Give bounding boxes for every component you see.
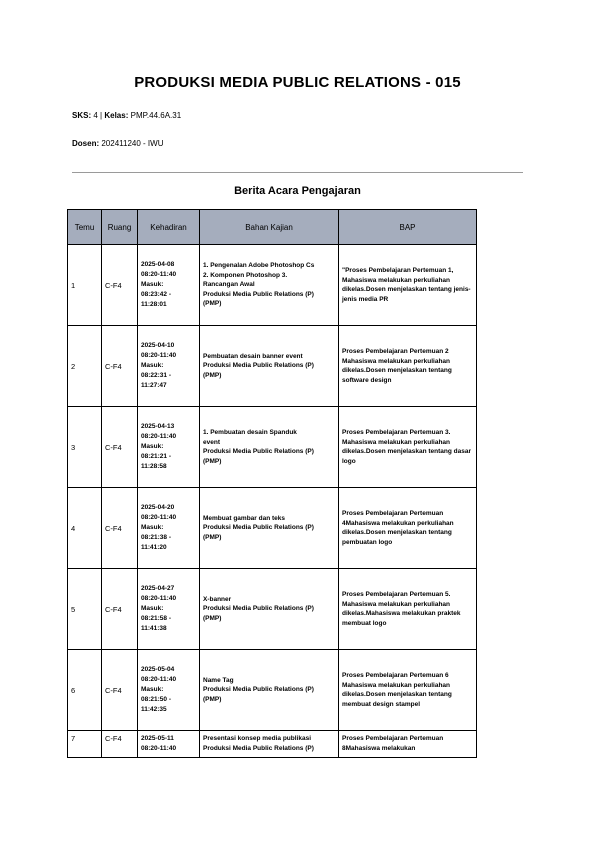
bahan-line: 1. Pembuatan desain Spanduk — [203, 429, 297, 436]
cell-temu: 5 — [68, 569, 102, 650]
kehadiran-line: 11:28:58 — [141, 463, 167, 470]
cell-kehadiran — [138, 650, 200, 731]
sks-value: 4 — [93, 111, 98, 120]
cell-bap — [339, 488, 477, 569]
kehadiran-line: 2025-05-04 — [141, 666, 175, 673]
divider — [72, 172, 523, 173]
kehadiran-line: 08:20-11:40 — [141, 595, 177, 602]
kehadiran-line: 08:20-11:40 — [141, 433, 177, 440]
bap-text: Proses Pembelajaran Pertemuan 4Mahasiswa melakukan perkuliahan dikelas.Dosen menjelaskan tentang pembuatan logo — [342, 510, 454, 546]
kehadiran-line: Masuk: — [141, 686, 164, 693]
header-bahan-kajian: Bahan Kajian — [200, 210, 339, 245]
kehadiran-line: Masuk: — [141, 605, 164, 612]
cell-ruang: C-F4 — [102, 569, 138, 650]
bap-text: Proses Pembelajaran Pertemuan 6 Mahasiswa melakukan perkuliahan dikelas.Dosen menjelaskan tentang membuat design stampel — [342, 672, 452, 708]
dosen-label: Dosen: — [72, 139, 100, 148]
kehadiran-line: 2025-04-20 — [141, 504, 175, 511]
cell-ruang: C-F4 — [102, 326, 138, 407]
table-body — [68, 245, 477, 758]
cell-bap — [339, 650, 477, 731]
kelas-label: Kelas: — [104, 111, 129, 120]
cell-kehadiran — [138, 407, 200, 488]
kelas-value: PMP.44.6A.31 — [130, 111, 182, 120]
kehadiran-line: 11:42:35 — [141, 706, 167, 713]
lecturer-meta — [72, 139, 163, 148]
table-row — [68, 569, 477, 650]
bahan-line: Produksi Media Public Relations (P) — [203, 448, 314, 455]
cell-temu: 6 — [68, 650, 102, 731]
cell-temu: 3 — [68, 407, 102, 488]
bahan-line: event — [203, 438, 220, 446]
kehadiran-line: 08:20-11:40 — [141, 352, 177, 359]
cell-ruang: C-F4 — [102, 488, 138, 569]
cell-temu: 7 — [68, 731, 102, 758]
cell-ruang: C-F4 — [102, 407, 138, 488]
cell-bahan-kajian — [200, 245, 339, 326]
bahan-line: (PMP) — [203, 457, 222, 465]
cell-temu: 1 — [68, 245, 102, 326]
table-row — [68, 488, 477, 569]
cell-ruang: C-F4 — [102, 650, 138, 731]
cell-bap — [339, 407, 477, 488]
bahan-line: Pembuatan desain banner event — [203, 352, 303, 360]
kehadiran-line: 08:21:50 - — [141, 696, 171, 703]
sks-label: SKS: — [72, 111, 92, 120]
bahan-line: (PMP) — [203, 371, 222, 379]
cell-bahan-kajian — [200, 650, 339, 731]
cell-bahan-kajian — [200, 731, 339, 758]
bahan-line: (PMP) — [203, 533, 222, 541]
bahan-line: Rancangan Awal — [203, 281, 255, 289]
kehadiran-line: 11:41:38 — [141, 625, 167, 632]
kehadiran-line: Masuk: — [141, 443, 164, 450]
table-row — [68, 407, 477, 488]
bahan-line: Produksi Media Public Relations (P) — [203, 686, 314, 694]
bap-text: Proses Pembelajaran Pertemuan 5. Mahasiswa melakukan perkuliahan dikelas.Mahasiswa melakukan praktek membuat logo — [342, 591, 461, 627]
kehadiran-line: 2025-04-10 — [141, 342, 175, 349]
kehadiran-line: Masuk: — [141, 524, 164, 531]
kehadiran-line: 2025-04-08 — [141, 261, 175, 268]
bap-table — [67, 209, 477, 758]
course-title: PRODUKSI MEDIA PUBLIC RELATIONS - 015 — [134, 74, 461, 91]
dosen-value: 202411240 - IWU — [101, 139, 164, 148]
header-ruang: Ruang — [102, 210, 138, 245]
cell-bap — [339, 245, 477, 326]
bahan-line: Name Tag — [203, 676, 234, 684]
header-bap: BAP — [339, 210, 477, 245]
table-row — [68, 731, 477, 758]
cell-kehadiran — [138, 488, 200, 569]
kehadiran-line: 08:20-11:40 — [141, 271, 177, 278]
header-kehadiran: Kehadiran — [138, 210, 200, 245]
kehadiran-line: 2025-04-27 — [141, 585, 175, 592]
kehadiran-line: 08:20-11:40 — [141, 676, 177, 683]
kehadiran-line: Masuk: — [141, 281, 164, 288]
cell-bahan-kajian — [200, 326, 339, 407]
table-header-row — [68, 210, 477, 245]
cell-kehadiran — [138, 569, 200, 650]
kehadiran-line: 11:27:47 — [141, 382, 167, 389]
kehadiran-line: 2025-04-13 — [141, 423, 175, 430]
kehadiran-line: 08:21:58 - — [141, 615, 171, 622]
bahan-line: Membuat gambar dan teks — [203, 514, 285, 522]
cell-ruang: C-F4 — [102, 731, 138, 758]
kehadiran-line: 08:20-11:40 — [141, 514, 177, 521]
cell-bap — [339, 731, 477, 758]
course-meta — [72, 111, 181, 120]
kehadiran-line: 08:21:38 - — [141, 534, 171, 541]
kehadiran-line: 11:41:20 — [141, 544, 167, 551]
bahan-line: Produksi Media Public Relations (P) — [203, 524, 314, 532]
bahan-line: X-banner — [203, 595, 232, 603]
kehadiran-line: 08:20-11:40 — [141, 745, 177, 752]
cell-temu: 4 — [68, 488, 102, 569]
cell-kehadiran — [138, 245, 200, 326]
section-title: Berita Acara Pengajaran — [234, 185, 361, 197]
kehadiran-line: 08:21:21 - — [141, 453, 171, 460]
bap-text: Proses Pembelajaran Pertemuan 8Mahasiswa melakukan — [342, 735, 444, 752]
bahan-line: Presentasi konsep media publikasi — [203, 735, 312, 742]
bahan-line: (PMP) — [203, 695, 222, 703]
cell-bahan-kajian — [200, 488, 339, 569]
table-row — [68, 650, 477, 731]
kehadiran-line: 08:23:42 - — [141, 291, 171, 298]
bahan-line: (PMP) — [203, 300, 222, 308]
bahan-line: 2. Komponen Photoshop 3. — [203, 271, 288, 279]
bap-text: "Proses Pembelajaran Pertemuan 1, Mahasiswa melakukan perkuliahan dikelas.Dosen menjelaskan tentang jenis-jenis media PR — [342, 267, 471, 303]
table-row — [68, 245, 477, 326]
kehadiran-line: 2025-05-11 — [141, 735, 174, 742]
bahan-line: (PMP) — [203, 614, 222, 622]
bahan-line: Produksi Media Public Relations (P) — [203, 362, 314, 370]
bahan-line: Produksi Media Public Relations (P) — [203, 605, 314, 613]
bap-text: Proses Pembelajaran Pertemuan 3. Mahasiswa melakukan perkuliahan dikelas.Dosen menjelaskan tentang dasar logo — [342, 429, 471, 465]
cell-bap — [339, 569, 477, 650]
kehadiran-line: Masuk: — [141, 362, 164, 369]
bahan-line: Produksi Media Public Relations (P) — [203, 744, 314, 752]
bahan-line: 1. Pengenalan Adobe Photoshop Cs — [203, 262, 315, 270]
cell-bap — [339, 326, 477, 407]
bahan-line: Produksi Media Public Relations (P) — [203, 290, 314, 298]
bap-text: Proses Pembelajaran Pertemuan 2 Mahasiswa melakukan perkuliahan dikelas.Dosen menjelaskan tentang software design — [342, 348, 452, 384]
header-temu: Temu — [68, 210, 102, 245]
cell-ruang: C-F4 — [102, 245, 138, 326]
table-row — [68, 326, 477, 407]
cell-temu: 2 — [68, 326, 102, 407]
cell-bahan-kajian — [200, 569, 339, 650]
meta-separator: | — [100, 111, 103, 120]
cell-bahan-kajian — [200, 407, 339, 488]
kehadiran-line: 11:28:01 — [141, 301, 167, 308]
kehadiran-line: 08:22:31 - — [141, 372, 171, 379]
cell-kehadiran — [138, 731, 200, 758]
cell-kehadiran — [138, 326, 200, 407]
